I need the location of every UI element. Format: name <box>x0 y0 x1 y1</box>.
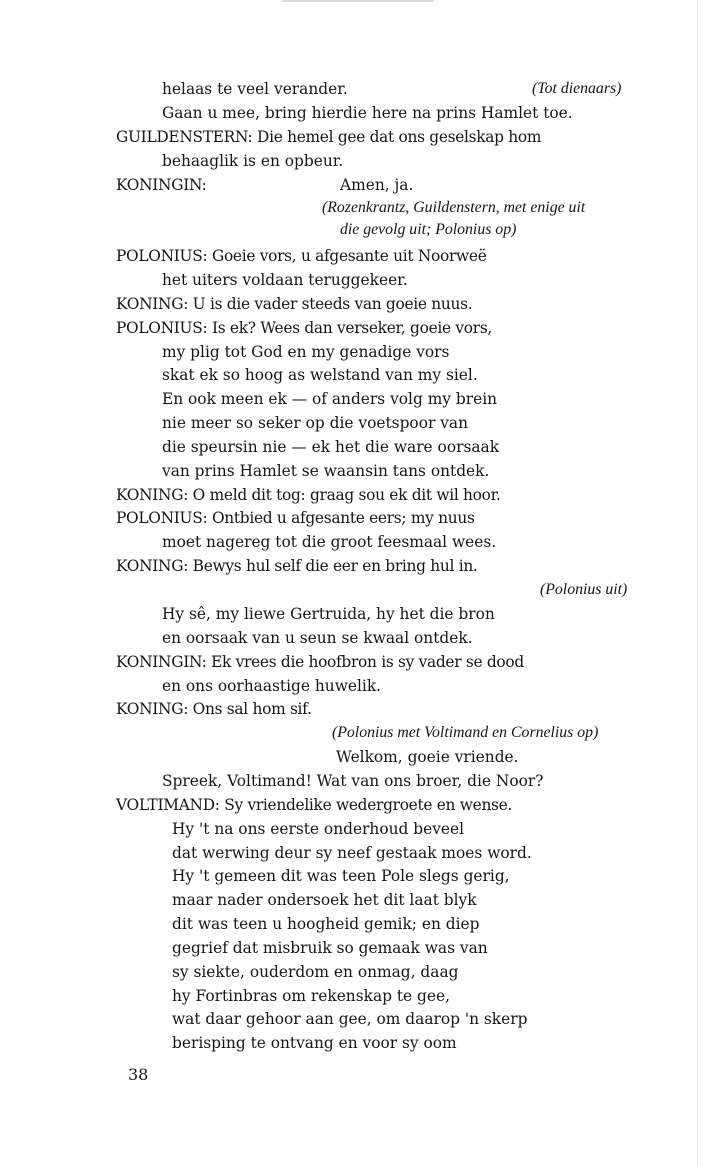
stage-direction: (Tot dienaars) <box>532 80 622 97</box>
speaker-line: POLONIUS: Is ek? Wees dan verseker, goeie vors, <box>116 319 493 337</box>
verse-line: sy siekte, ouderdom en onmag, daag <box>172 963 459 981</box>
verse-line: behaaglik is en opbeur. <box>162 152 344 170</box>
speaker-line: KONING: Ons sal hom sif. <box>116 700 312 718</box>
verse-line: Welkom, goeie vriende. <box>336 748 519 766</box>
verse-line: nie meer so seker op die voetspoor van <box>162 414 468 432</box>
speaker-line: KONING: U is die vader steeds van goeie nuus. <box>116 295 473 313</box>
verse-line: Hy sê, my liewe Gertruida, hy het die bron <box>162 605 495 623</box>
verse-line: die speursin nie — ek het die ware oorsaak <box>162 438 500 456</box>
page-number: 38 <box>128 1065 149 1084</box>
top-edge-rule <box>282 0 434 2</box>
verse-line: moet nagereg tot die groot feesmaal wees. <box>162 533 497 551</box>
stage-direction: (Rozenkrantz, Guildenstern, met enige uit <box>322 199 586 216</box>
verse-line: Gaan u mee, bring hierdie here na prins Hamlet toe. <box>162 104 573 122</box>
speaker-line: KONING: Bewys hul self die eer en bring hul in. <box>116 557 478 575</box>
speaker-line: KONINGIN: Ek vrees die hoofbron is sy vader se dood <box>116 653 524 671</box>
speaker-line: VOLTIMAND: Sy vriendelike wedergroete en wense. <box>116 796 513 814</box>
speaker-line: POLONIUS: Goeie vors, u afgesante uit Noorweë <box>116 247 487 265</box>
verse-line: dit was teen u hoogheid gemik; en diep <box>172 915 480 933</box>
speaker-line: KONINGIN: <box>116 176 207 194</box>
verse-line: en oorsaak van u seun se kwaal ontdek. <box>162 629 473 647</box>
speaker-line: KONING: O meld dit tog: graag sou ek dit wil hoor. <box>116 486 501 504</box>
verse-line: hy Fortinbras om rekenskap te gee, <box>172 987 451 1005</box>
verse-line: dat werwing deur sy neef gestaak moes word. <box>172 844 532 862</box>
speaker-line: POLONIUS: Ontbied u afgesante eers; my nuus <box>116 509 475 527</box>
page-edge-line <box>697 0 698 1166</box>
verse-line: Amen, ja. <box>340 176 414 194</box>
verse-line: skat ek so hoog as welstand van my siel. <box>162 366 478 384</box>
verse-line: gegrief dat misbruik so gemaak was van <box>172 939 488 957</box>
verse-line: maar nader ondersoek het dit laat blyk <box>172 891 477 909</box>
verse-line: Spreek, Voltimand! Wat van ons broer, die Noor? <box>162 772 544 790</box>
verse-line: van prins Hamlet se waansin tans ontdek. <box>162 462 490 480</box>
verse-line: En ook meen ek — of anders volg my brein <box>162 390 498 408</box>
verse-line: berisping te ontvang en voor sy oom <box>172 1034 457 1052</box>
verse-line: helaas te veel verander. <box>162 80 348 98</box>
verse-line: wat daar gehoor aan gee, om daarop 'n skerp <box>172 1010 528 1028</box>
stage-direction: die gevolg uit; Polonius op) <box>340 221 517 238</box>
verse-line: my plig tot God en my genadige vors <box>162 343 450 361</box>
verse-line: Hy 't na ons eerste onderhoud beveel <box>172 820 465 838</box>
verse-line: Hy 't gemeen dit was teen Pole slegs gerig, <box>172 867 510 885</box>
stage-direction: (Polonius met Voltimand en Cornelius op) <box>332 724 599 741</box>
verse-line: en ons oorhaastige huwelik. <box>162 677 382 695</box>
verse-line: het uiters voldaan teruggekeer. <box>162 271 408 289</box>
speaker-line: GUILDENSTERN: Die hemel gee dat ons geselskap hom <box>116 128 542 146</box>
stage-direction: (Polonius uit) <box>540 581 628 598</box>
